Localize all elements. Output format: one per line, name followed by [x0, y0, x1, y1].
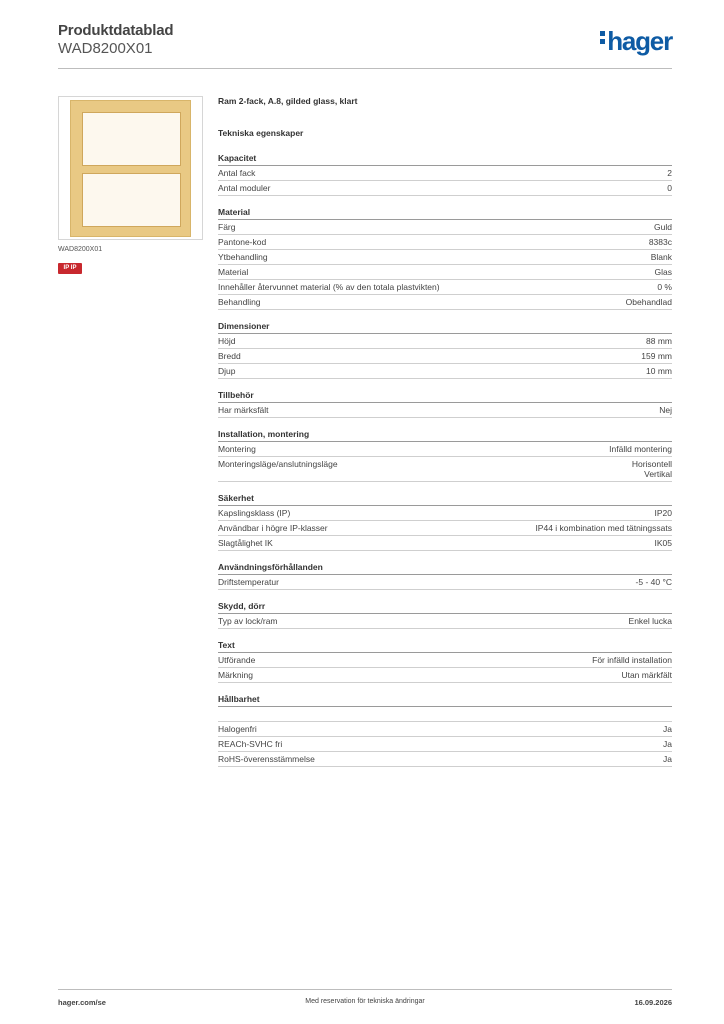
spec-label: Driftstemperatur	[218, 577, 279, 587]
spec-groups	[218, 153, 672, 767]
ip-rating-icon: IP IP	[58, 263, 82, 274]
spec-value-line: 10 mm	[646, 366, 672, 376]
spec-group-title: Säkerhet	[218, 493, 672, 506]
spec-label: Har märksfält	[218, 405, 269, 415]
spec-group	[218, 493, 672, 551]
spec-row	[218, 295, 672, 310]
spec-value-line: Infälld montering	[609, 444, 672, 454]
spec-group-title: Kapacitet	[218, 153, 672, 166]
spec-row	[218, 349, 672, 364]
spec-value-line: Glas	[654, 267, 672, 277]
spec-label: Ytbehandling	[218, 252, 268, 262]
image-caption: WAD8200X01	[58, 246, 103, 253]
spec-row	[218, 364, 672, 379]
section-heading: Tekniska egenskaper	[218, 128, 304, 138]
spec-group	[218, 694, 672, 767]
spec-value-line: Obehandlad	[625, 297, 672, 307]
footer-divider	[58, 989, 672, 990]
frame-slot-top	[82, 112, 181, 166]
spec-row	[218, 521, 672, 536]
spec-value	[646, 336, 672, 346]
spec-value-line: Guld	[654, 222, 672, 232]
spec-value-line: 88 mm	[646, 336, 672, 346]
logo-text: hager	[607, 26, 672, 56]
spec-row	[218, 235, 672, 250]
page-footer	[58, 998, 672, 1010]
spec-value-line: -5 - 40 °C	[635, 577, 672, 587]
spec-label: Antal fack	[218, 168, 256, 178]
spec-label: Monteringsläge/anslutningsläge	[218, 459, 338, 469]
spec-value-line: Enkel lucka	[628, 616, 672, 626]
spec-value-line: IP20	[654, 508, 672, 518]
spec-row	[218, 614, 672, 629]
spec-group-title: Installation, montering	[218, 429, 672, 442]
product-image-column	[58, 96, 203, 274]
spec-row	[218, 506, 672, 521]
spec-group	[218, 207, 672, 310]
spec-value	[667, 183, 672, 193]
product-code: WAD8200X01	[58, 40, 153, 57]
spec-label: Halogenfri	[218, 723, 257, 734]
spec-label: REACh-SVHC fri	[218, 738, 283, 749]
spec-value-line: 0	[667, 183, 672, 193]
spec-row	[218, 575, 672, 590]
spec-group	[218, 640, 672, 683]
spec-label: Kapslingsklass (IP)	[218, 508, 291, 518]
spec-value-line: IK05	[654, 538, 672, 548]
spec-label: Slagtålighet IK	[218, 538, 273, 548]
spec-value	[646, 366, 672, 376]
spec-value-line: Utan märkfält	[621, 670, 672, 680]
spec-value	[641, 351, 672, 361]
spec-value-line: 2	[667, 168, 672, 178]
spec-label: Antal moduler	[218, 183, 271, 193]
spec-label: Höjd	[218, 336, 236, 346]
spec-label: Märkning	[218, 670, 253, 680]
spec-value	[655, 508, 673, 518]
spec-value	[667, 168, 672, 178]
spec-group-title: Dimensioner	[218, 321, 672, 334]
header-divider	[58, 68, 672, 69]
spec-value	[659, 405, 672, 415]
footer-date: 16.09.2026	[634, 998, 672, 1007]
spec-value	[651, 252, 672, 262]
spec-value	[663, 754, 672, 764]
spec-value	[632, 459, 672, 479]
spec-value	[592, 655, 672, 665]
spec-label: Montering	[218, 444, 256, 454]
spec-value-line: Vertikal	[644, 469, 672, 479]
spec-label: Färg	[218, 222, 236, 232]
spec-group	[218, 153, 672, 196]
spec-row	[218, 707, 672, 722]
spec-group-title: Material	[218, 207, 672, 220]
spec-group	[218, 562, 672, 590]
footer-disclaimer: Med reservation för tekniska ändringar	[305, 998, 425, 1005]
gold-frame-image	[70, 100, 191, 237]
spec-value	[626, 297, 672, 307]
footer-website[interactable]: hager.com/se	[58, 998, 106, 1007]
spec-row	[218, 442, 672, 457]
product-name: Ram 2-fack, A.8, gilded glass, klart	[218, 96, 358, 106]
spec-row	[218, 653, 672, 668]
spec-group-title: Text	[218, 640, 672, 653]
spec-value-line: Ja	[663, 738, 672, 749]
spec-label: Pantone-kod	[218, 237, 267, 247]
spec-label: RoHS-överensstämmelse	[218, 753, 315, 764]
spec-value-line: Ja	[663, 723, 672, 734]
spec-row	[218, 166, 672, 181]
spec-row	[218, 403, 672, 418]
spec-label: Användbar i högre IP-klasser	[218, 523, 328, 533]
specifications	[218, 96, 672, 767]
spec-label: Bredd	[218, 351, 241, 361]
spec-row	[218, 280, 672, 295]
spec-row	[218, 457, 672, 482]
frame-slot-bottom	[82, 173, 181, 227]
spec-group	[218, 390, 672, 418]
spec-label: Typ av lock/ram	[218, 616, 278, 626]
spec-value	[629, 616, 672, 626]
spec-group	[218, 601, 672, 629]
spec-value	[654, 222, 672, 232]
spec-value	[609, 444, 672, 454]
spec-row	[218, 250, 672, 265]
spec-value	[657, 282, 672, 292]
spec-value-line: Blank	[650, 252, 672, 262]
spec-value-line: IP44 i kombination med tätningssats	[535, 523, 672, 533]
spec-row	[218, 752, 672, 767]
spec-row	[218, 536, 672, 551]
spec-label: Innehåller återvunnet material (% av den totala plastvikten)	[218, 282, 440, 292]
spec-value	[663, 739, 672, 749]
spec-value	[663, 724, 672, 734]
spec-label: Djup	[218, 366, 236, 376]
spec-row	[218, 737, 672, 752]
spec-value-line: För infälld installation	[592, 655, 672, 665]
spec-value-line: 159 mm	[641, 351, 672, 361]
product-image	[58, 96, 203, 240]
spec-value-line: Horisontell	[631, 459, 672, 469]
spec-group-title: Användningsförhållanden	[218, 562, 672, 575]
page-header	[58, 22, 672, 70]
spec-row	[218, 668, 672, 683]
spec-value	[655, 538, 673, 548]
spec-group-title: Hållbarhet	[218, 694, 672, 707]
spec-value	[621, 670, 672, 680]
spec-row	[218, 722, 672, 737]
spec-row	[218, 265, 672, 280]
spec-group-title: Tillbehör	[218, 390, 672, 403]
logo-dots-icon	[600, 28, 606, 47]
spec-value-line: 8383c	[648, 237, 672, 247]
spec-label: Material	[218, 267, 249, 277]
spec-value	[636, 577, 672, 587]
hager-logo	[600, 26, 672, 57]
spec-row	[218, 181, 672, 196]
spec-row	[218, 220, 672, 235]
spec-group	[218, 429, 672, 482]
spec-group-title: Skydd, dörr	[218, 601, 672, 614]
spec-label: Behandling	[218, 297, 261, 307]
spec-value	[655, 267, 672, 277]
spec-value-line: 0 %	[657, 282, 672, 292]
spec-label: Utförande	[218, 655, 256, 665]
spec-row	[218, 334, 672, 349]
spec-value	[649, 237, 672, 247]
document-title: Produktdatablad	[58, 22, 174, 39]
spec-value	[535, 523, 672, 533]
spec-value-line: Nej	[659, 405, 672, 415]
spec-value-line: Ja	[663, 753, 672, 764]
spec-group	[218, 321, 672, 379]
